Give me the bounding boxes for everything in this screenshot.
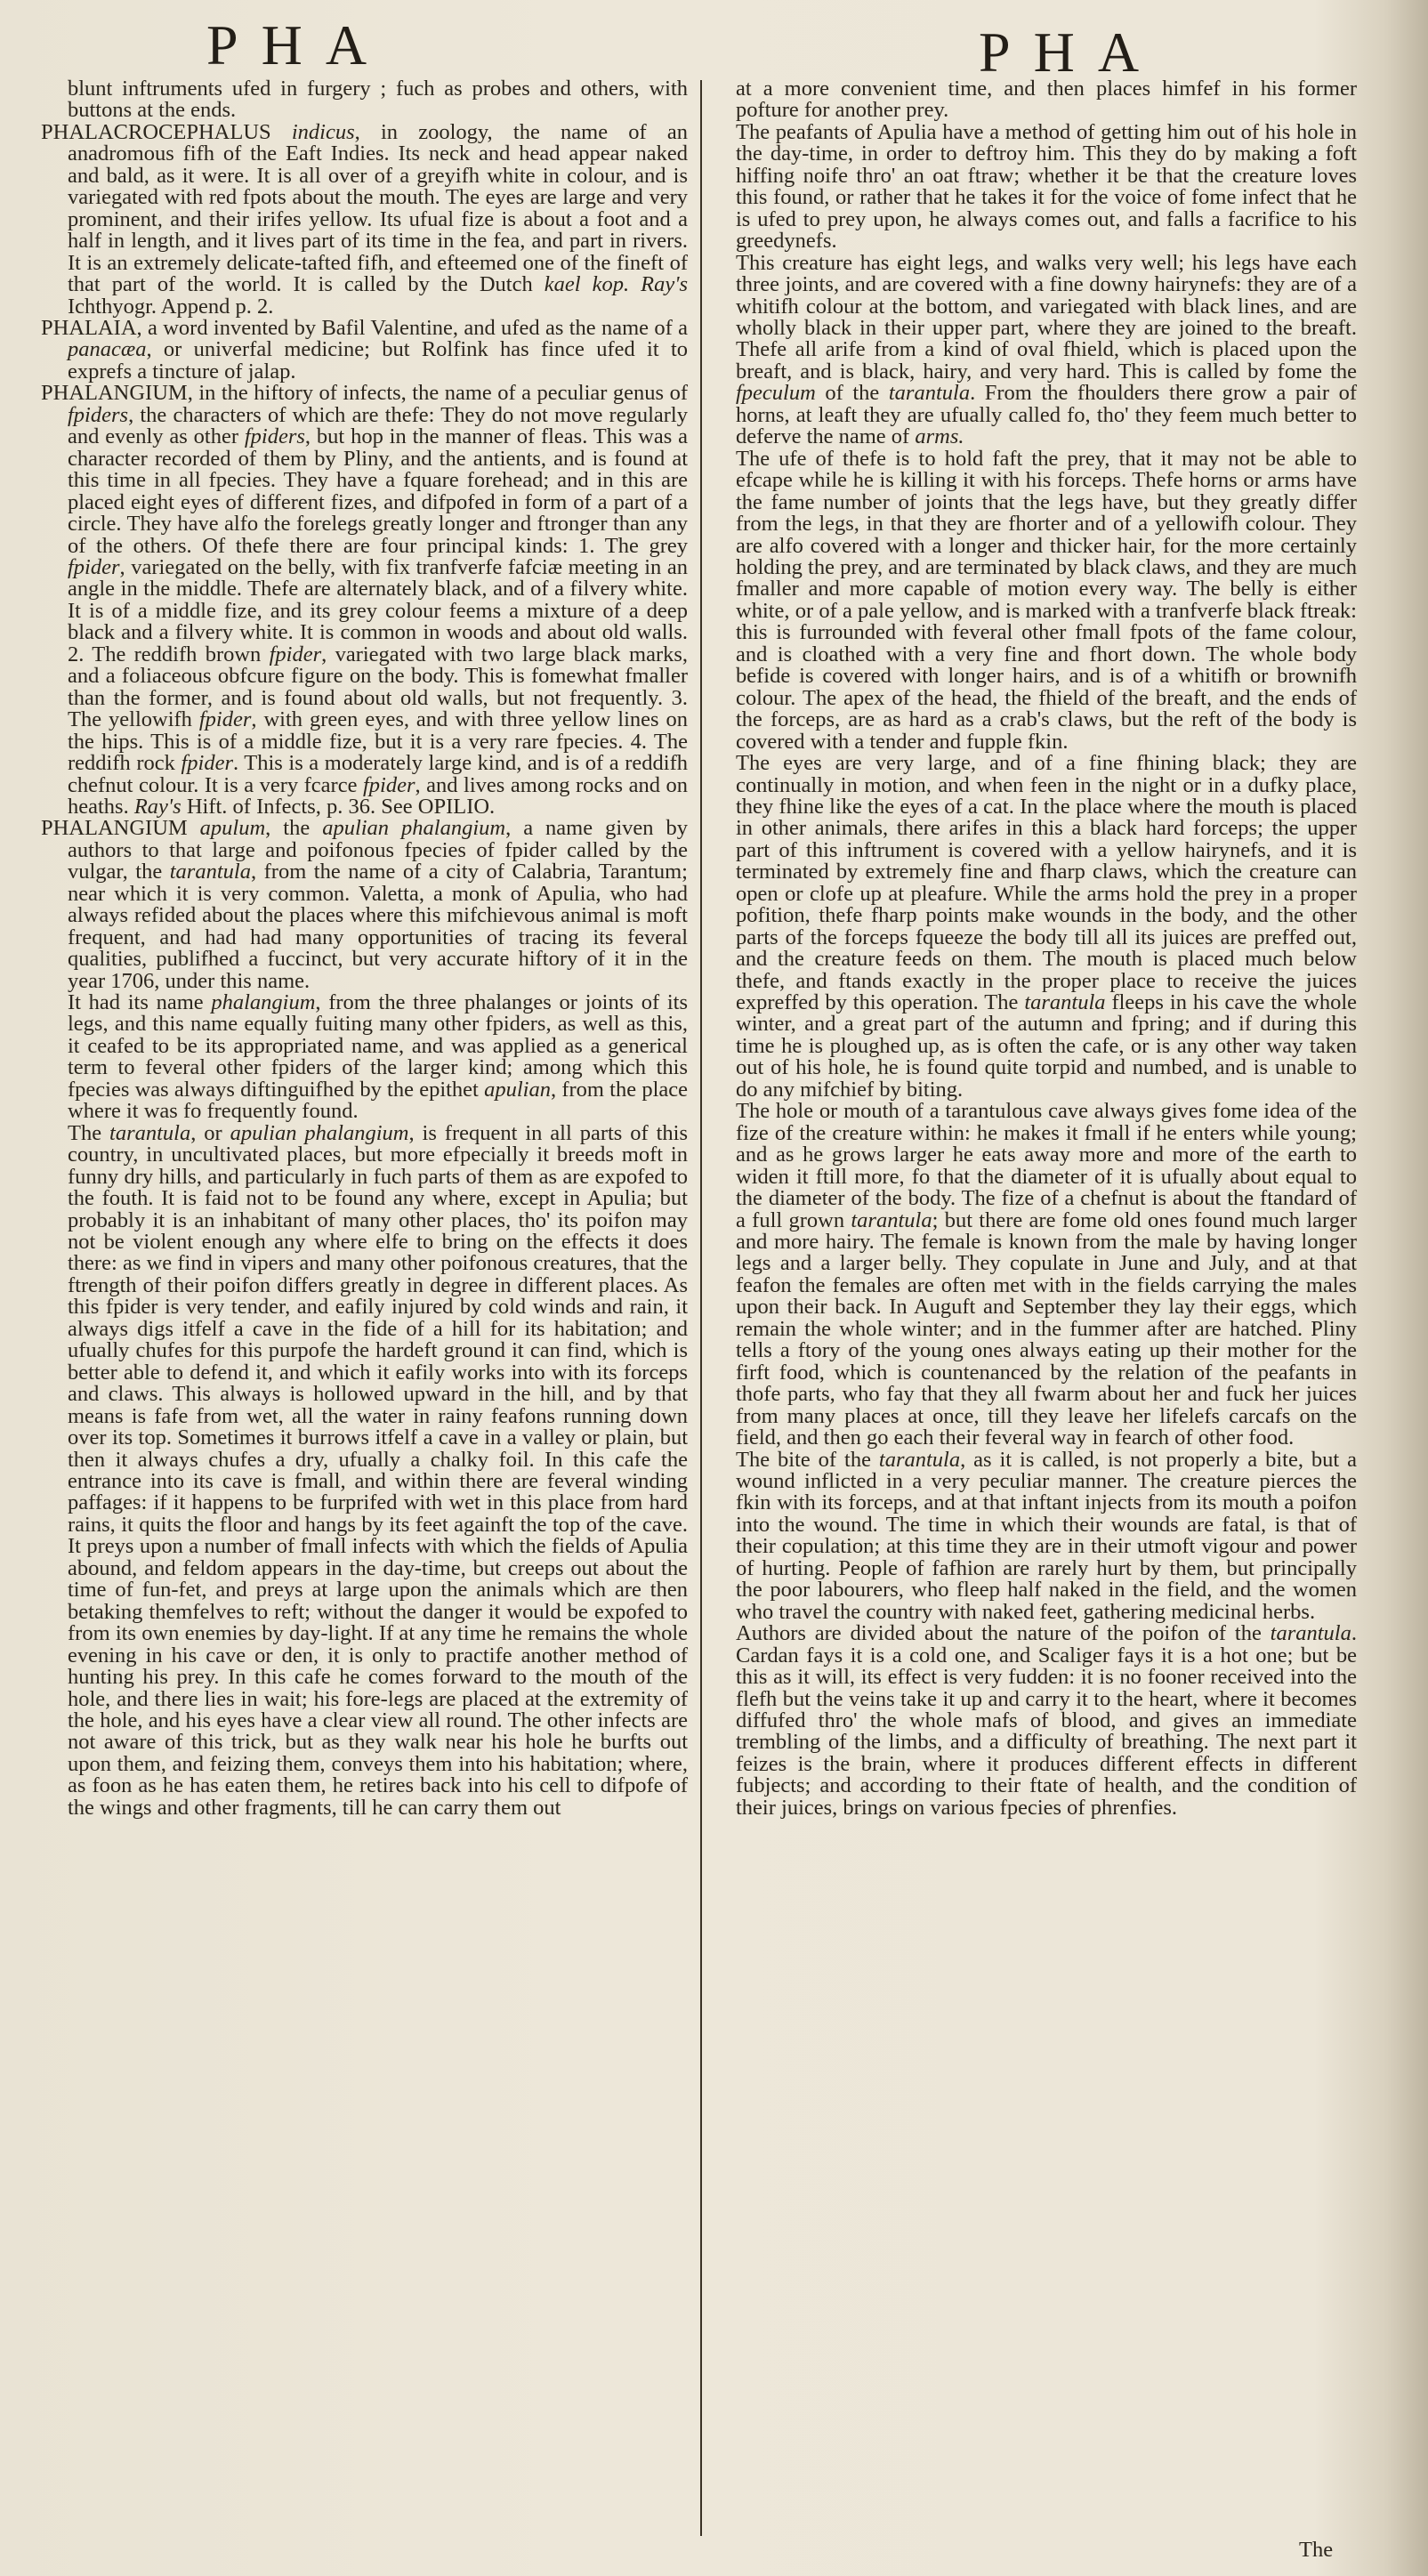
- entry-phalacrocephalus: PHALACROCEPHALUS indicus, in zoology, the name of an anadromous fifh of the Eaft Indies. Its neck and head appear naked and bald, as it were. It is all over of a greyifh white in colour, and is variegated with red fpots about the mouth. The eyes are large and very prominent, and their irifes yellow. Its ufual fize is about a foot and a half in length, and it lives part of its time in the fea, and part in rivers. It is an extremely delicate-tafted fifh, and efteemed one of the fineft of that part of the world. It is called by the Dutch kael kop. Ray's Ichthyogr. Append p. 2.: [41, 119, 688, 319]
- italic-text: fpider: [362, 772, 415, 797]
- right-column: [736, 78, 1357, 1819]
- italic-text: fpider: [68, 554, 120, 579]
- italic-text: arms.: [915, 424, 964, 449]
- paragraph: The hole or mouth of a tarantulous cave always gives fome idea of the fize of the creature within: he makes it fmall if he enters while young; and as he grows larger he eats away more and more of the earth to widen it ftill more, fo that the diameter of it is ufually about equal to the diameter of the body. The fize of a chefnut is about the ftandard of a full grown tarantula; but there are fome old ones found much larger and more hairy. The female is known from the male by having longer legs and a larger belly. They copulate in June and July, and at that feafon the females are often met with in the fields carrying the males upon their back. In Auguft and September they lay their eggs, which remain the whole winter; and in the fummer after are hatched. Pliny tells a ftory of the young ones always eating up their mother for the firft food, which is countenanced by the relation of the peafants in thofe parts, who fay that they all fwarm about her and fuck her juices from many places at once, till they leave her lifelefs carcafs on the field, and then go each their feveral way in fearch of other food.: [736, 1099, 1358, 1450]
- italic-text: fpider: [269, 642, 322, 666]
- paragraph: Authors are divided about the nature of the poifon of the tarantula. Cardan fays it is a cold one, and Scaliger fays it is a hot one; but be this as it will, its effect is very fudden: it is no fooner received into the flefh but the veins take it up and carry it to the heart, where it becomes diffufed thro' the whole mafs of blood, and gives an immediate trembling of the limbs, and a difficulty of breathing. The next part it feizes is the brain, where it produces different effects in different fubjects; and according to their ftate of health, and the condition of their juices, brings on various fpecies of phrenfies.: [736, 1621, 1357, 1820]
- italic-text: phalangium: [211, 990, 316, 1015]
- italic-text: fpiders: [68, 402, 129, 427]
- paragraph: The ufe of thefe is to hold faft the prey, that it may not be able to efcape while he is killing it with his forceps. Thefe horns or arms have the fame number of joints that the legs have, but they greatly differ from the legs, in that they are fhorter and of a yellowifh colour. They are alfo covered with a longer and thicker hair, for the more certainly holding the prey, and are terminated by black claws, and they are much fmaller and more capable of motion every way. The belly is either white, or of a pale yellow, and is marked with a tranfverfe black ftreak: this is furrounded with feveral other fmall fpots of the fame colour, and is cloathed with a very fine and fhort down. The whole body befide is covered with longer hairs, and is of a whitifh or brownifh colour. The apex of the head, the fhield of the breaft, and the ends of the forceps, are as hard as a crab's claws, but the reft of the body is covered with a tender and fupple fkin.: [736, 446, 1357, 754]
- italic-text: fpider: [181, 751, 233, 776]
- paragraph: The peafants of Apulia have a method of getting him out of his hole in the day-time, in order to deftroy him. This they do by making a foft hiffing noife thro' an oat ftraw; whether it be that the creature loves this found, or rather that he takes it for the voice of fome infect that he is ufed to prey upon, he always comes out, and falls a facrifice to his greedynefs.: [736, 119, 1357, 254]
- running-head-right: PHA: [979, 20, 1163, 84]
- italic-text: apulian phalangium: [322, 816, 506, 841]
- running-head-left: PHA: [206, 13, 391, 77]
- italic-text: tarantula: [169, 860, 251, 884]
- paragraph: The eyes are very large, and of a fine fhining black; they are continually in motion, and when feen in the night or in a dufky place, they fhine like the eyes of a cat. In the place where the mouth is placed in other animals, there arifes in this a black hard forceps; the upper part of this inftrument is covered with a yellow hairynefs, and it is terminated by extremely fine and fharp claws, which the creature can open or clofe up at pleafure. While the arms hold the prey in a proper pofition, thefe fharp points make wounds in the body, and the other parts of the forceps fqueeze the body till all its juices are preffed out, and the creature feeds on them. The mouth is placed much below thefe, and ftands exactly in the proper place to receive the juices expreffed by this operation. The tarantula fleeps in his cave the whole winter, and a great part of the autumn and fpring; and if during this time he is ploughed up, as is often the cafe, or is any other way taken out of his hole, he is found quite torpid and numbed, and is unable to do any mifchief by biting.: [736, 751, 1357, 1102]
- catchword: The: [1299, 2538, 1334, 2562]
- italic-text: tarantula: [1270, 1621, 1351, 1646]
- italic-text: kael kop.: [544, 272, 630, 297]
- entry-phalaia: PHALAIA, a word invented by Bafil Valentine, and ufed as the name of a panacæa, or univerfal medicine; but Rolfink has fince ufed it to exprefs a tincture of jalap.: [41, 315, 688, 384]
- italic-text: tarantula: [1024, 990, 1106, 1015]
- italic-text: fpiders: [244, 424, 305, 449]
- italic-text: tarantula: [109, 1120, 191, 1145]
- entry-phalangium-apulum: PHALANGIUM apulum, the apulian phalangium, a name given by authors to that large and poifonous fpecies of fpider called by the vulgar, the tarantula, from the name of a city of Calabria, Tarantum; near which it is very common. Valetta, a monk of Apulia, who had always refided about the places where this mifchievous animal is moft frequent, and had had many opportunities of tracing its feveral qualities, publifhed a fuccinct, but very accurate hiftory of it in the year 1706, under this name.: [41, 816, 688, 993]
- italic-text: indicus: [291, 119, 355, 144]
- left-column: [41, 78, 688, 1819]
- italic-text: apulian phalangium: [230, 1120, 409, 1145]
- paragraph: The bite of the tarantula, as it is called, is not properly a bite, but a wound inflicted in a very peculiar manner. The creature pierces the fkin with its forceps, and at that inftant injects from its mouth a poifon into the wound. The time in which their wounds are fatal, is that of their copulation; at this time they are in their utmoft vigour and power of hurting. People of fafhion are rarely hurt by them, but principally the poor labourers, who fleep half naked in the field, and the women who travel the country with naked feet, gathering medicinal herbs.: [736, 1447, 1357, 1624]
- italic-text: fpeculum: [736, 381, 816, 406]
- paragraph: The tarantula, or apulian phalangium, is frequent in all parts of this country, in uncultivated places, but more efpecially it breeds moft in funny dry hills, and particularly in fuch parts of them as are expofed to the fouth. It is faid not to be found any where, except in Apulia; but probably it is an inhabitant of many other places, tho' its poifon may not be violent enough any where elfe to bring on the effects it does there: as we find in vipers and many other poifonous creatures, that the ftrength of their poifon differs greatly in degree in different places. As this fpider is very tender, and eafily injured by cold winds and rain, it always digs itfelf a cave in the fide of a hill for its habitation; and ufually chufes for this purpofe the hardeft ground it can find, which is better able to defend it, and which it eafily works into with its forceps and claws. This always is hollowed upward in the hill, and by that means is fafe from wet, all the water in rainy feafons running down over its top. Sometimes it burrows itfelf a cave in a valley or plain, but then it always chufes a dry, ufually a chalky foil. In this cafe the entrance into its cave is fmall, and within there are feveral winding paffages: if it happens to be furprifed with wet in this place from hard rains, it quits the floor and hangs by its feet againft the top of the cave. It preys upon a number of fmall infects with which the fields of Apulia abound, and feldom appears in the day-time, but creeps out about the time of fun-fet, and preys at large upon the animals which are then betaking themfelves to reft; without the danger it would be expofed to from its own enemies by day-light. If at any time he remains the whole evening in his cave or den, it is only to practife another method of hunting his prey. In this cafe he comes forward to the mouth of the hole, and there lies in wait; his fore-legs are placed at the extremity of the hole, and his eyes have a clear view all round. The other infects are not aware of this trick, but as they walk near his hole he burfts out upon them, and feizing them, conveys them into his habitation; where, as foon as he has eaten them, he retires back into his cell to difpofe of the wings and other fragments, till he can carry them out: [68, 1120, 688, 1820]
- entry-phalangium: PHALANGIUM, in the hiftory of infects, the name of a peculiar genus of fpiders, the characters of which are thefe: They do not move regularly and evenly as other fpiders, but hop in the manner of fleas. This was a character recorded of them by Pliny, and the antients, and is found at this time in all fpecies. They have a fquare forehead; and in this are placed eight eyes of different fizes, and difpofed in form of a part of a circle. They have alfo the forelegs greatly longer and ftronger than any of the others. Of thefe there are four principal kinds: 1. The grey fpider, variegated on the belly, with fix tranfverfe fafciæ meeting in an angle in the middle. Thefe are alternately black, and of a filvery white. It is of a middle fize, and its grey colour feems a mixture of a deep black and a filvery white. It is common in woods and about old walls. 2. The reddifh brown fpider, variegated with two large black marks, and a foliaceous obfcure figure on the body. This is fomewhat fmaller than the former, and is found about old walls, but not frequently. 3. The yellowifh fpider, with green eyes, and with three yellow lines on the hips. This is of a middle fize, but it is a very rare fpecies. 4. The reddifh rock fpider. This is a moderately large kind, and is of a reddifh chefnut colour. It is a very fcarce fpider, and lives among rocks and on heaths. Ray's Hift. of Infects, p. 36. See OPILIO.: [41, 381, 689, 819]
- column-divider: [700, 80, 702, 2536]
- italic-text: panacæa: [68, 337, 147, 362]
- italic-text: tarantula: [888, 381, 971, 406]
- italic-text: fpider: [198, 707, 252, 732]
- paragraph: at a more convenient time, and then places himfef in his former pofture for another prey.: [736, 77, 1357, 123]
- italic-text: Ray's: [133, 794, 182, 819]
- italic-text: tarantula: [878, 1447, 961, 1472]
- paragraph: This creature has eight legs, and walks very well; his legs have each three joints, and are covered with a fine downy hairynefs: they are of a whitifh colour at the bottom, and variegated with black lines, and are wholly black in their upper part, where they are joined to the breaft. Thefe all arife from a kind of oval fhield, which is placed upon the breaft, and is black, hairy, and very hard. This is called by fome the fpeculum of the tarantula. From the fhoulders there grow a pair of horns, at leaft they are ufually called fo, tho' they feem much better to deferve the name of arms.: [736, 250, 1357, 449]
- paragraph: blunt inftruments ufed in furgery ; fuch as probes and others, with buttons at the ends.: [68, 77, 688, 123]
- italic-text: Ray's: [641, 272, 688, 297]
- italic-text: apulian: [484, 1077, 551, 1102]
- italic-text: apulum: [199, 816, 266, 841]
- italic-text: tarantula: [851, 1207, 932, 1232]
- paragraph: It had its name phalangium, from the three phalanges or joints of its legs, and this name equally fuiting many other fpiders, as well as this, it ceafed to be its appropriated name, and was applied as a generical term to feveral other fpiders of the larger kind; among which this fpecies was always diftinguifhed by the epithet apulian, from the place where it was fo frequently found.: [68, 990, 689, 1124]
